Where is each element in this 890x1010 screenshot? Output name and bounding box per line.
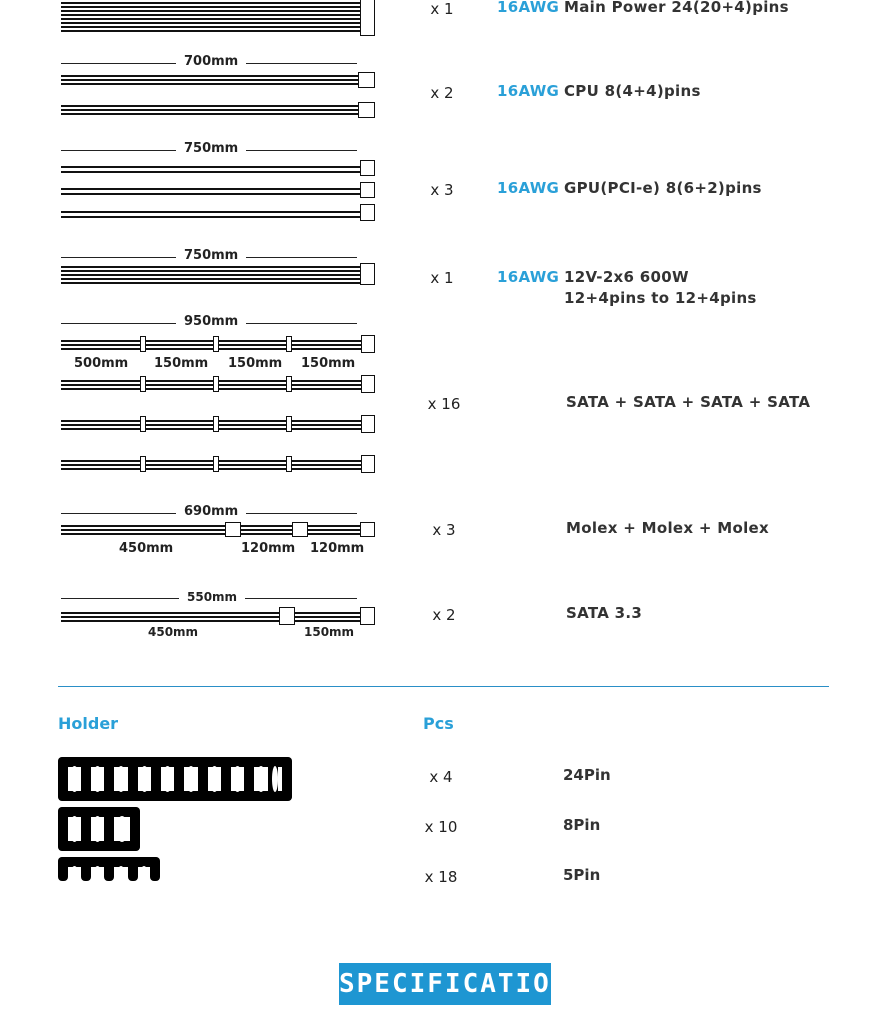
sata33-desc: SATA 3.3 — [566, 604, 643, 622]
gpu-qty: x 3 — [430, 181, 454, 199]
12v-awg: 16AWG — [497, 268, 560, 286]
sata-qty: x 16 — [427, 395, 461, 413]
specification-banner: SPECIFICATION — [339, 963, 551, 1005]
sata-length: 950mm — [176, 314, 246, 329]
12v-qty: x 1 — [430, 269, 454, 287]
sata33-seg-1: 450mm — [148, 625, 199, 639]
sata-seg-4: 150mm — [301, 356, 356, 371]
cpu-length: 700mm — [176, 54, 246, 69]
holder-24pin-qty: x 4 — [429, 768, 453, 786]
main-power-awg: 16AWG — [497, 0, 560, 16]
sata33-length: 550mm — [179, 590, 245, 604]
holder-8pin-qty: x 10 — [424, 818, 458, 836]
holder-8pin-label: 8Pin — [563, 816, 601, 834]
molex-seg-3: 120mm — [310, 541, 365, 556]
holder-8pin-icon — [58, 807, 140, 851]
molex-desc: Molex + Molex + Molex — [566, 519, 769, 537]
pcs-header: Pcs — [423, 714, 454, 733]
sata33-seg-2: 150mm — [304, 625, 355, 639]
holder-5pin-label: 5Pin — [563, 866, 601, 884]
molex-seg-1: 450mm — [119, 541, 174, 556]
sata-desc: SATA + SATA + SATA + SATA — [566, 393, 811, 411]
sata-seg-1: 500mm — [74, 356, 129, 371]
holder-5pin-icon — [58, 857, 160, 881]
gpu-desc: GPU(PCI-e) 8(6+2)pins — [564, 179, 762, 197]
cpu-awg: 16AWG — [497, 82, 560, 100]
holder-24pin-label: 24Pin — [563, 766, 611, 784]
sata33-qty: x 2 — [432, 606, 456, 624]
holder-header: Holder — [58, 714, 119, 733]
molex-length: 690mm — [176, 504, 246, 519]
cpu-desc: CPU 8(4+4)pins — [564, 82, 701, 100]
molex-seg-2: 120mm — [241, 541, 296, 556]
holder-24pin-icon — [58, 757, 292, 801]
sata-seg-2: 150mm — [154, 356, 209, 371]
gpu-awg: 16AWG — [497, 179, 560, 197]
main-power-desc: Main Power 24(20+4)pins — [564, 0, 789, 16]
gpu-length: 750mm — [176, 141, 246, 156]
molex-qty: x 3 — [432, 521, 456, 539]
cpu-qty: x 2 — [430, 84, 454, 102]
main-power-qty: x 1 — [430, 0, 454, 18]
section-divider — [58, 686, 829, 687]
12v-length: 750mm — [176, 248, 246, 263]
sata-seg-3: 150mm — [228, 356, 283, 371]
12v-desc-line1: 12V-2x6 600W — [564, 268, 689, 286]
12v-desc-line2: 12+4pins to 12+4pins — [564, 289, 757, 307]
holder-5pin-qty: x 18 — [424, 868, 458, 886]
